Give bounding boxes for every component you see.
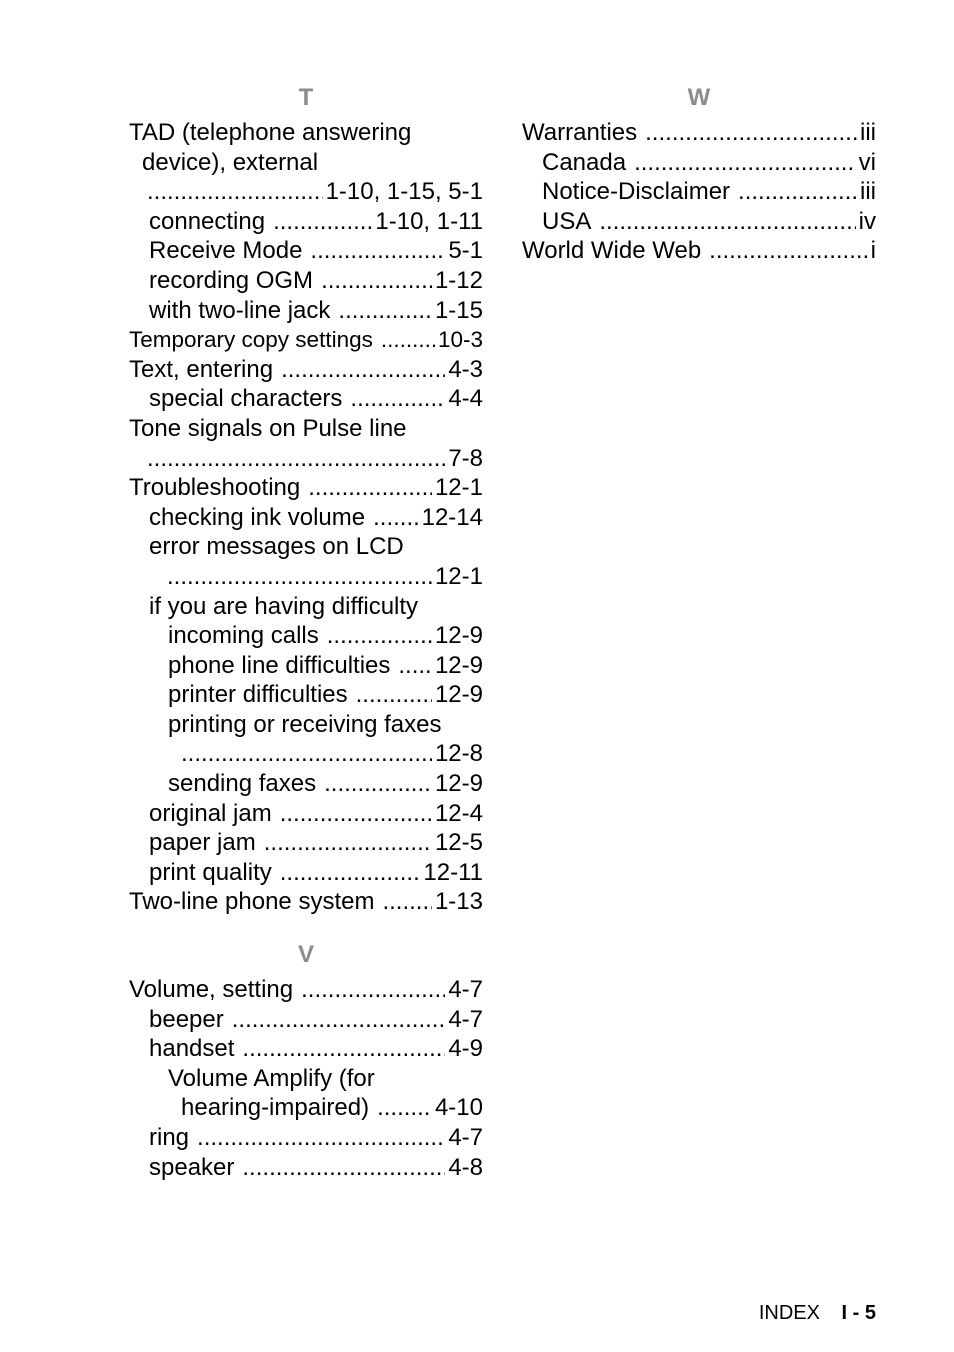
dot-leader — [382, 887, 432, 917]
entry-text: original jam — [149, 799, 272, 827]
section-letter-w: W — [687, 84, 711, 111]
entry-page: 12-8 — [434, 740, 483, 768]
dot-leader — [181, 739, 432, 769]
dot-leader — [327, 621, 432, 651]
index-entry — [129, 444, 483, 474]
entry-text: connecting — [149, 207, 266, 235]
entry-page: 4-7 — [448, 1005, 483, 1033]
dot-leader — [280, 799, 432, 829]
entry-page: 12-11 — [423, 858, 483, 886]
entry-text: Two-line phone system — [129, 888, 375, 916]
entry-text: printer difficulties — [168, 681, 348, 709]
dot-leader — [197, 1123, 445, 1153]
dot-leader — [264, 828, 432, 858]
index-entry — [129, 1093, 483, 1123]
index-entry — [129, 414, 483, 444]
entry-text: if you are having difficulty — [149, 592, 419, 620]
footer-section-label: INDEX — [758, 1302, 820, 1324]
entry-text: Notice-Disclaimer — [542, 178, 731, 206]
entry-text: phone line difficulties — [168, 651, 391, 679]
section-letter-t: T — [298, 84, 314, 111]
entry-text: sending faxes — [168, 770, 317, 798]
entry-page: 12-9 — [434, 770, 483, 798]
index-entry — [522, 236, 876, 266]
entry-text: Warranties — [522, 119, 638, 146]
index-entry — [129, 621, 483, 651]
entry-page: 4-4 — [448, 385, 483, 413]
entry-text: with two-line jack — [149, 296, 331, 324]
entry-text: checking ink volume — [149, 503, 366, 531]
index-entry — [129, 355, 483, 385]
section-letter-v: V — [297, 941, 314, 969]
entry-text: hearing-impaired) — [181, 1094, 370, 1122]
entry-page: 12-9 — [434, 681, 483, 709]
index-entry — [129, 266, 483, 296]
entry-page: 7-8 — [448, 444, 483, 472]
entry-text: error messages on LCD — [149, 533, 404, 561]
index-entry — [129, 651, 483, 681]
dot-leader — [242, 1153, 445, 1183]
entry-text: print quality — [149, 858, 272, 886]
dot-leader — [350, 384, 445, 414]
entry-page: 12-9 — [434, 651, 483, 679]
dot-leader — [273, 207, 372, 237]
dot-leader — [147, 177, 323, 207]
entry-text: World Wide Web — [522, 237, 702, 265]
entry-page: i — [870, 237, 876, 265]
index-entry — [522, 148, 876, 178]
dot-leader — [324, 769, 432, 799]
entry-page: 12-1 — [434, 562, 483, 590]
entry-text: Volume, setting — [129, 976, 294, 1004]
index-entry — [129, 532, 483, 562]
entry-page: 1-12 — [434, 266, 483, 294]
index-entry — [129, 739, 483, 769]
entry-page: vi — [858, 148, 876, 176]
index-entry — [129, 148, 483, 178]
entry-page: 4-7 — [448, 976, 483, 1004]
entry-page: iii — [860, 119, 876, 146]
index-entry — [129, 503, 483, 533]
entry-page: 4-8 — [448, 1153, 483, 1181]
index-entry — [129, 473, 483, 503]
index-entry — [522, 177, 876, 207]
entry-text: recording OGM — [149, 266, 314, 294]
entry-text: Tone signals on Pulse line — [129, 414, 407, 442]
entry-page: 4-9 — [448, 1035, 483, 1063]
index-entry — [129, 1034, 483, 1064]
entry-page: 1-10, 1-11 — [375, 207, 483, 235]
entry-page: iii — [860, 178, 876, 206]
entry-page: 1-13 — [434, 888, 483, 916]
entry-text: Troubleshooting — [129, 474, 301, 502]
entry-page: 4-10 — [434, 1094, 483, 1122]
index-entry — [129, 384, 483, 414]
dot-leader — [167, 562, 432, 592]
entry-text: TAD (telephone answering — [129, 119, 412, 146]
entry-text: ring — [149, 1124, 190, 1151]
entry-text: speaker — [149, 1153, 235, 1181]
entry-text: Canada — [542, 148, 627, 176]
dot-leader — [338, 296, 432, 326]
entry-page: 12-4 — [434, 799, 483, 827]
entry-page: 4-7 — [448, 1124, 483, 1151]
dot-leader — [308, 473, 432, 503]
entry-page: 5-1 — [448, 237, 483, 265]
entry-text: handset — [149, 1035, 235, 1063]
index-entry — [129, 177, 483, 207]
entry-page: 10-3 — [437, 327, 483, 353]
entry-text: incoming calls — [168, 622, 319, 650]
index-entry — [129, 1123, 483, 1153]
index-entry — [522, 207, 876, 237]
index-entry — [129, 296, 483, 326]
index-entry — [129, 975, 483, 1005]
entry-page: 1-10, 1-15, 5-1 — [325, 178, 483, 206]
entry-page: iv — [858, 207, 876, 235]
dot-leader — [242, 1034, 445, 1064]
footer-page-number: I - 5 — [841, 1302, 876, 1324]
entry-page: 12-5 — [434, 829, 483, 857]
entry-text: Volume Amplify (for — [168, 1064, 375, 1092]
dot-leader — [709, 236, 867, 266]
entry-text: Temporary copy settings — [129, 327, 373, 353]
dot-leader — [301, 975, 445, 1005]
index-entry — [129, 325, 483, 355]
entry-text: special characters — [149, 385, 343, 413]
entry-page: 1-15 — [434, 296, 483, 324]
dot-leader — [599, 207, 855, 237]
dot-leader — [356, 680, 432, 710]
index-entry — [129, 858, 483, 888]
index-entry — [129, 118, 483, 148]
entry-page: 4-3 — [448, 355, 483, 383]
index-column-left — [129, 80, 483, 1182]
entry-text: paper jam — [149, 829, 256, 857]
index-entry — [129, 710, 483, 740]
entry-text: USA — [542, 207, 592, 235]
dot-leader — [147, 444, 445, 474]
dot-leader — [645, 118, 857, 148]
index-entry — [129, 207, 483, 237]
entry-page: 12-1 — [434, 474, 483, 502]
dot-leader — [377, 1093, 432, 1123]
entry-text: Receive Mode — [149, 237, 303, 265]
entry-text: Text, entering — [129, 355, 274, 383]
dot-leader — [310, 236, 445, 266]
entry-text: printing or receiving faxes — [168, 710, 442, 738]
index-entry — [129, 769, 483, 799]
entry-page: 12-14 — [421, 503, 483, 531]
dot-leader — [738, 177, 857, 207]
dot-leader — [321, 266, 432, 296]
index-entry — [129, 828, 483, 858]
dot-leader — [381, 325, 435, 355]
index-entry — [129, 1005, 483, 1035]
index-entry — [522, 118, 876, 148]
dot-leader — [280, 858, 421, 888]
dot-leader — [281, 355, 445, 385]
index-entry — [129, 1064, 483, 1094]
entry-text: device), external — [142, 148, 319, 176]
dot-leader — [398, 651, 432, 681]
index-entry — [129, 799, 483, 829]
dot-leader — [373, 503, 419, 533]
index-entry — [129, 680, 483, 710]
dot-leader — [232, 1005, 446, 1035]
index-entry — [129, 887, 483, 917]
dot-leader — [634, 148, 856, 178]
index-entry — [129, 1153, 483, 1183]
entry-text: beeper — [149, 1005, 224, 1033]
entry-page: 12-9 — [434, 622, 483, 650]
index-entry — [129, 236, 483, 266]
index-entry — [129, 562, 483, 592]
index-entry — [129, 592, 483, 622]
index-column-right — [522, 80, 876, 266]
page-footer — [759, 1300, 876, 1326]
